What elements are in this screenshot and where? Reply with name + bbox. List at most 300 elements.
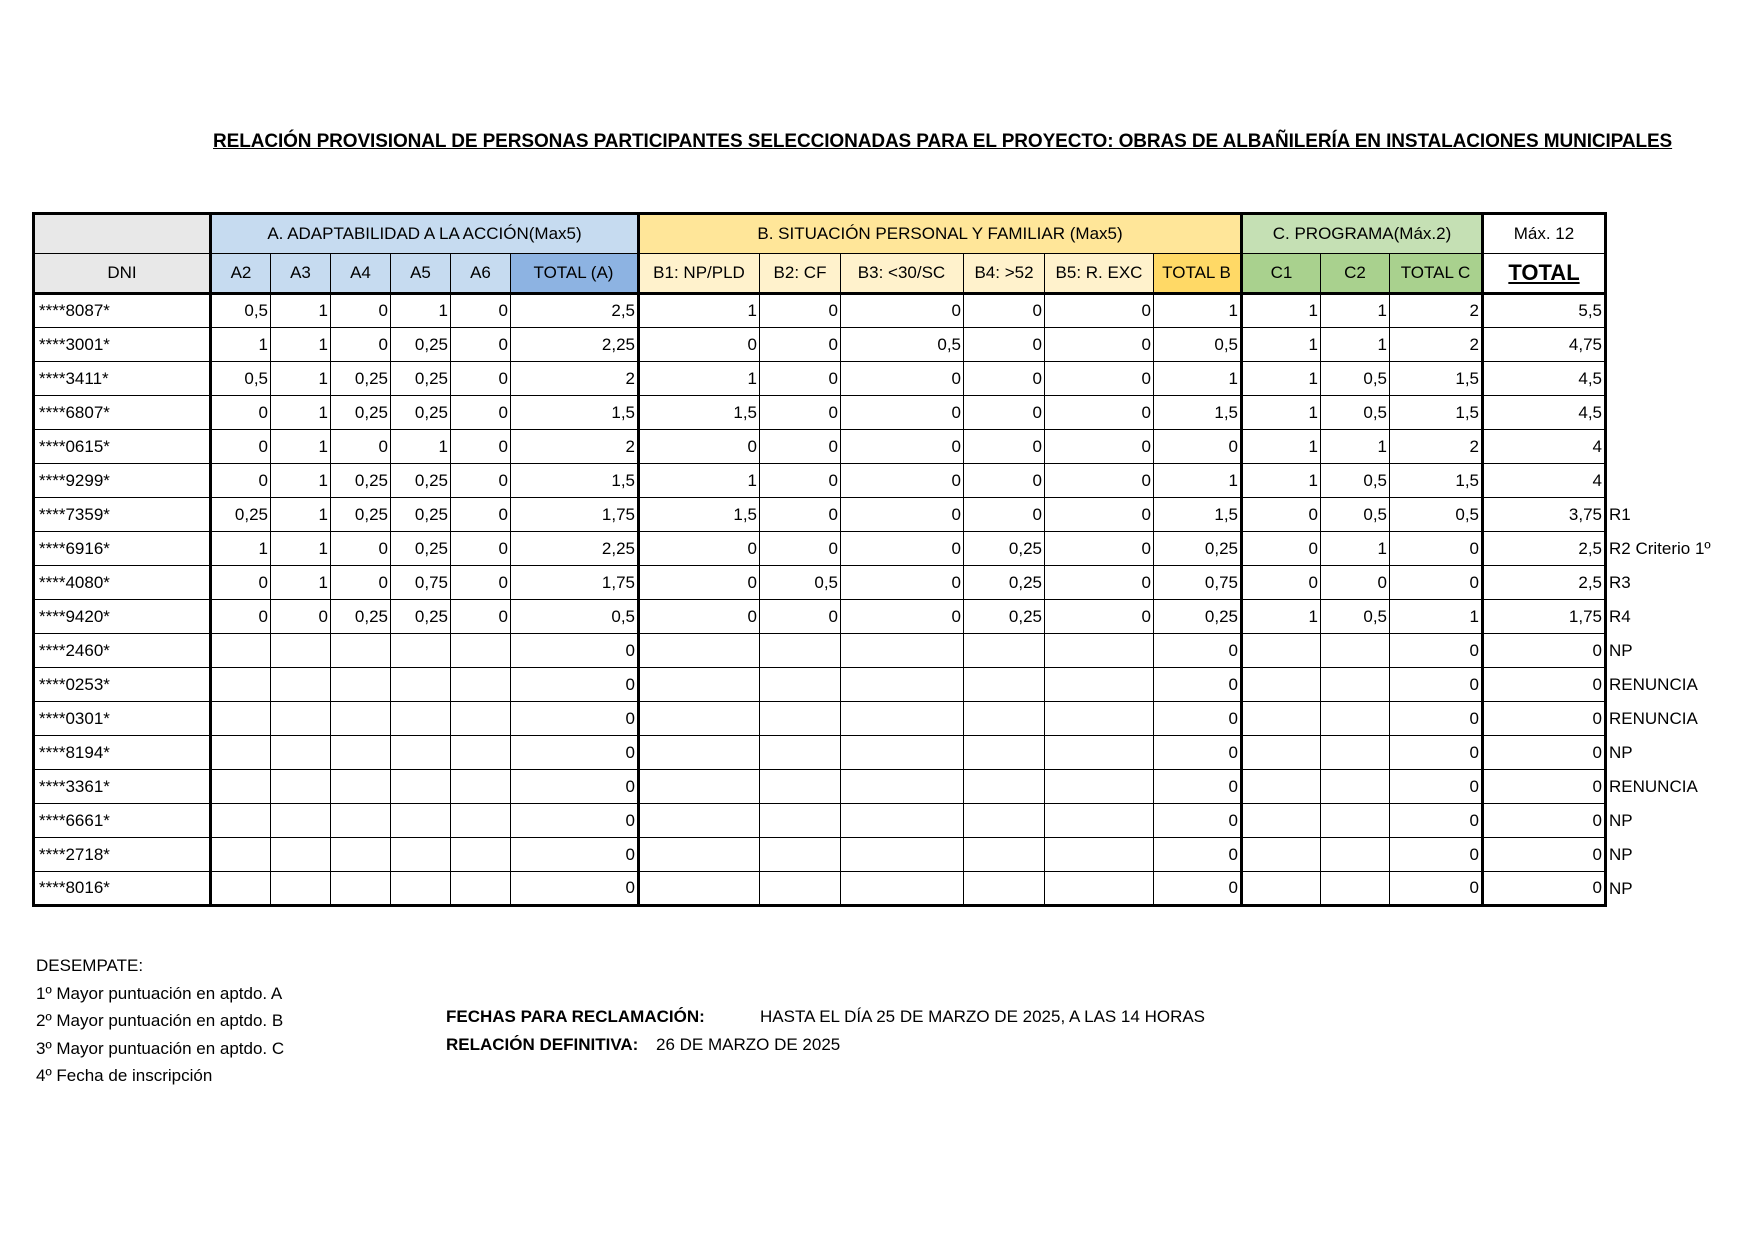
cell-b4: 0 [964,498,1045,532]
cell-dni: ****2460* [34,634,211,668]
cell-c1: 1 [1242,396,1321,430]
col-total: TOTAL [1483,254,1606,294]
cell-a2 [211,634,271,668]
tiebreak-item-4: 4º Fecha de inscripción [36,1066,213,1085]
cell-dni: ****9420* [34,600,211,634]
cell-a4: 0 [331,532,391,566]
cell-b4: 0 [964,294,1045,328]
cell-a2: 1 [211,532,271,566]
cell-dni: ****9299* [34,464,211,498]
cell-tb: 1 [1154,464,1242,498]
cell-total: 4,5 [1483,396,1606,430]
cell-dni: ****6916* [34,532,211,566]
cell-tc: 0,5 [1390,498,1483,532]
cell-tb: 0,25 [1154,600,1242,634]
cell-c2 [1321,668,1390,702]
column-header-row [34,254,1606,294]
cell-tc: 2 [1390,328,1483,362]
cell-a5: 0,25 [391,498,451,532]
cell-a6 [451,872,511,906]
cell-total: 0 [1483,736,1606,770]
table-row [34,600,1606,634]
cell-b3: 0,5 [841,328,964,362]
tiebreak-block [36,952,284,1090]
cell-dni: ****3361* [34,770,211,804]
cell-ta: 2,25 [511,532,639,566]
cell-b2: 0 [760,498,841,532]
cell-total: 0 [1483,838,1606,872]
cell-tb: 0 [1154,838,1242,872]
cell-a5 [391,668,451,702]
cell-a3 [271,702,331,736]
cell-total: 0 [1483,872,1606,906]
cell-a4: 0,25 [331,396,391,430]
cell-b2: 0,5 [760,566,841,600]
cell-b5 [1045,668,1154,702]
cell-a6 [451,634,511,668]
table-row [34,396,1606,430]
cell-b3: 0 [841,498,964,532]
final-list-label: RELACIÓN DEFINITIVA: [446,1035,639,1054]
cell-ta: 0 [511,668,639,702]
cell-c1 [1242,838,1321,872]
cell-b1 [639,634,760,668]
cell-tc: 2 [1390,294,1483,328]
cell-a4: 0,25 [331,464,391,498]
cell-a3: 1 [271,464,331,498]
cell-ta: 0 [511,634,639,668]
cell-tc: 1,5 [1390,464,1483,498]
cell-b5: 0 [1045,464,1154,498]
cell-b3 [841,736,964,770]
cell-b3: 0 [841,600,964,634]
cell-b4 [964,702,1045,736]
cell-tc: 0 [1390,634,1483,668]
cell-b3: 0 [841,566,964,600]
cell-ta: 1,75 [511,566,639,600]
table-row [34,838,1606,872]
cell-b3 [841,770,964,804]
cell-a5: 0,25 [391,532,451,566]
cell-a5: 0,25 [391,328,451,362]
claim-dates-value: HASTA EL DÍA 25 DE MARZO DE 2025, A LAS 14 HORAS [760,1007,1206,1026]
cell-b2: 0 [760,430,841,464]
cell-b3 [841,872,964,906]
row-note: NP [1609,844,1633,864]
max-header: Máx. 12 [1483,214,1606,254]
cell-c2 [1321,736,1390,770]
cell-ta: 0,5 [511,600,639,634]
col-total-c: TOTAL C [1390,254,1483,294]
col-c1: C1 [1242,254,1321,294]
table-row [34,634,1606,668]
cell-a3: 1 [271,498,331,532]
cell-c1: 1 [1242,430,1321,464]
table-row [34,464,1606,498]
cell-b1: 1,5 [639,396,760,430]
scores-table [32,212,1607,907]
cell-b3: 0 [841,464,964,498]
cell-a6 [451,804,511,838]
cell-b4: 0 [964,430,1045,464]
cell-ta: 1,5 [511,464,639,498]
cell-b2 [760,736,841,770]
cell-a6: 0 [451,294,511,328]
cell-a6: 0 [451,566,511,600]
cell-b4 [964,736,1045,770]
cell-a4 [331,634,391,668]
col-a3: A3 [271,254,331,294]
cell-dni: ****8087* [34,294,211,328]
cell-b1 [639,804,760,838]
cell-b5 [1045,634,1154,668]
cell-b3 [841,838,964,872]
cell-total: 0 [1483,804,1606,838]
cell-a6: 0 [451,430,511,464]
col-b5: B5: R. EXC [1045,254,1154,294]
cell-b5 [1045,804,1154,838]
cell-c2: 0,5 [1321,362,1390,396]
cell-b4: 0 [964,328,1045,362]
col-b2: B2: CF [760,254,841,294]
row-note: R2 Criterio 1º [1609,538,1711,558]
cell-b2: 0 [760,362,841,396]
cell-b1: 1 [639,464,760,498]
cell-b1: 0 [639,328,760,362]
cell-a5 [391,872,451,906]
cell-c1: 1 [1242,600,1321,634]
cell-c2: 0,5 [1321,498,1390,532]
cell-c1: 1 [1242,362,1321,396]
cell-a6: 0 [451,328,511,362]
cell-dni: ****2718* [34,838,211,872]
cell-dni: ****6807* [34,396,211,430]
cell-a5: 0,25 [391,464,451,498]
cell-a4: 0 [331,294,391,328]
final-list-value: 26 DE MARZO DE 2025 [656,1035,841,1054]
cell-tb: 1,5 [1154,498,1242,532]
cell-tc: 0 [1390,532,1483,566]
cell-b1 [639,668,760,702]
cell-b1: 1 [639,294,760,328]
cell-a6: 0 [451,498,511,532]
cell-a6: 0 [451,600,511,634]
cell-a2: 0 [211,430,271,464]
cell-b2: 0 [760,396,841,430]
cell-b5 [1045,872,1154,906]
cell-b4: 0,25 [964,566,1045,600]
cell-a4 [331,668,391,702]
cell-dni: ****4080* [34,566,211,600]
cell-ta: 2 [511,362,639,396]
cell-b5: 0 [1045,294,1154,328]
cell-b5: 0 [1045,566,1154,600]
cell-b4: 0 [964,396,1045,430]
cell-a4 [331,736,391,770]
cell-ta: 1,75 [511,498,639,532]
cell-a3: 1 [271,532,331,566]
claim-dates-label: FECHAS PARA RECLAMACIÓN: [446,1007,705,1026]
cell-ta: 0 [511,702,639,736]
cell-tb: 0 [1154,430,1242,464]
table-row [34,362,1606,396]
cell-a2 [211,702,271,736]
cell-a5 [391,736,451,770]
cell-a6 [451,702,511,736]
cell-b3 [841,702,964,736]
cell-a5: 0,25 [391,396,451,430]
cell-tc: 0 [1390,770,1483,804]
col-a6: A6 [451,254,511,294]
cell-c2: 1 [1321,294,1390,328]
cell-c2: 1 [1321,430,1390,464]
cell-b5: 0 [1045,600,1154,634]
group-a-header: A. ADAPTABILIDAD A LA ACCIÓN(Max5) [211,214,639,254]
cell-b2: 0 [760,600,841,634]
cell-c2: 0 [1321,566,1390,600]
table-row [34,872,1606,906]
cell-b1: 1 [639,362,760,396]
tiebreak-heading: DESEMPATE: [36,956,144,975]
cell-b5 [1045,770,1154,804]
cell-b4 [964,838,1045,872]
cell-a3 [271,838,331,872]
cell-dni: ****8194* [34,736,211,770]
cell-tb: 1 [1154,294,1242,328]
cell-a3: 1 [271,362,331,396]
cell-b4: 0,25 [964,532,1045,566]
cell-a4 [331,872,391,906]
cell-a4: 0 [331,328,391,362]
cell-tb: 1,5 [1154,396,1242,430]
cell-a5 [391,702,451,736]
cell-a6 [451,770,511,804]
cell-tb: 0,75 [1154,566,1242,600]
cell-b1: 0 [639,566,760,600]
cell-b1: 1,5 [639,498,760,532]
cell-b5: 0 [1045,396,1154,430]
cell-total: 2,5 [1483,566,1606,600]
cell-c1 [1242,702,1321,736]
cell-a4 [331,702,391,736]
cell-b3 [841,804,964,838]
cell-c1: 0 [1242,498,1321,532]
cell-tc: 2 [1390,430,1483,464]
row-note: NP [1609,640,1633,660]
cell-b1 [639,872,760,906]
cell-b3: 0 [841,532,964,566]
cell-c1: 0 [1242,532,1321,566]
cell-c1 [1242,736,1321,770]
cell-c1 [1242,804,1321,838]
cell-dni: ****8016* [34,872,211,906]
row-note: NP [1609,878,1633,898]
cell-c2 [1321,702,1390,736]
cell-b2 [760,872,841,906]
cell-tc: 0 [1390,702,1483,736]
row-note: RENUNCIA [1609,674,1698,694]
cell-ta: 0 [511,804,639,838]
col-total-a: TOTAL (A) [511,254,639,294]
cell-a3: 1 [271,430,331,464]
cell-b5: 0 [1045,430,1154,464]
cell-c2 [1321,838,1390,872]
cell-a3 [271,770,331,804]
cell-a2: 0,5 [211,294,271,328]
cell-b5: 0 [1045,532,1154,566]
cell-ta: 1,5 [511,396,639,430]
cell-b1 [639,736,760,770]
cell-b5: 0 [1045,362,1154,396]
table-row [34,770,1606,804]
cell-c2: 1 [1321,328,1390,362]
row-note: RENUNCIA [1609,776,1698,796]
col-total-b: TOTAL B [1154,254,1242,294]
cell-b4 [964,770,1045,804]
cell-total: 0 [1483,702,1606,736]
cell-a4 [331,838,391,872]
cell-tb: 0 [1154,804,1242,838]
table-row [34,736,1606,770]
cell-total: 0 [1483,634,1606,668]
cell-tc: 0 [1390,668,1483,702]
cell-ta: 2,25 [511,328,639,362]
cell-a2: 0 [211,464,271,498]
cell-a5 [391,804,451,838]
cell-tb: 0 [1154,634,1242,668]
cell-dni: ****0615* [34,430,211,464]
cell-ta: 0 [511,872,639,906]
cell-a2: 1 [211,328,271,362]
group-c-header: C. PROGRAMA(Máx.2) [1242,214,1483,254]
cell-b5: 0 [1045,498,1154,532]
cell-tb: 0 [1154,702,1242,736]
cell-b2 [760,838,841,872]
cell-dni: ****6661* [34,804,211,838]
cell-dni: ****3411* [34,362,211,396]
cell-c1 [1242,770,1321,804]
tiebreak-item-2: 2º Mayor puntuación en aptdo. B [36,1011,284,1030]
cell-a4: 0 [331,566,391,600]
cell-tb: 0 [1154,770,1242,804]
cell-a4 [331,770,391,804]
cell-b3 [841,668,964,702]
cell-a6 [451,736,511,770]
cell-tc: 0 [1390,736,1483,770]
cell-b5 [1045,702,1154,736]
cell-a3 [271,872,331,906]
cell-c1: 1 [1242,464,1321,498]
cell-a6: 0 [451,464,511,498]
group-b-header: B. SITUACIÓN PERSONAL Y FAMILIAR (Max5) [639,214,1242,254]
cell-a4: 0,25 [331,600,391,634]
cell-tc: 1,5 [1390,362,1483,396]
col-b4: B4: >52 [964,254,1045,294]
cell-a3: 1 [271,396,331,430]
cell-b2 [760,702,841,736]
col-dni: DNI [34,254,211,294]
cell-ta: 0 [511,770,639,804]
cell-a6 [451,838,511,872]
cell-b3: 0 [841,430,964,464]
cell-b1: 0 [639,430,760,464]
cell-b3: 0 [841,396,964,430]
cell-tb: 0 [1154,872,1242,906]
cell-a4: 0 [331,430,391,464]
cell-a3 [271,736,331,770]
cell-a3 [271,634,331,668]
document-title: RELACIÓN PROVISIONAL DE PERSONAS PARTICIPANTES SELECCIONADAS PARA EL PROYECTO: OBRAS DE ALBAÑILERÍA EN INSTALACIONES MUNICIPALES [213,131,1673,152]
cell-a3: 1 [271,566,331,600]
cell-a2 [211,838,271,872]
cell-dni: ****0253* [34,668,211,702]
cell-b4: 0 [964,464,1045,498]
cell-a5: 0,75 [391,566,451,600]
cell-b4 [964,804,1045,838]
table-row [34,430,1606,464]
cell-b4: 0 [964,362,1045,396]
cell-total: 1,75 [1483,600,1606,634]
cell-c1 [1242,872,1321,906]
col-b3: B3: <30/SC [841,254,964,294]
cell-b2 [760,634,841,668]
cell-total: 4 [1483,464,1606,498]
cell-b3 [841,634,964,668]
cell-c1 [1242,668,1321,702]
cell-a5: 0,25 [391,600,451,634]
cell-b2 [760,770,841,804]
group-header-row [34,214,1606,254]
cell-total: 5,5 [1483,294,1606,328]
cell-ta: 0 [511,736,639,770]
cell-c2 [1321,872,1390,906]
col-c2: C2 [1321,254,1390,294]
cell-a5 [391,634,451,668]
tiebreak-item-3: 3º Mayor puntuación en aptdo. C [36,1038,285,1058]
cell-a6 [451,668,511,702]
col-a4: A4 [331,254,391,294]
cell-b2: 0 [760,328,841,362]
table-row [34,294,1606,328]
cell-b5 [1045,736,1154,770]
cell-tb: 0,25 [1154,532,1242,566]
cell-a2 [211,872,271,906]
cell-dni: ****3001* [34,328,211,362]
cell-tc: 0 [1390,872,1483,906]
cell-a2: 0 [211,566,271,600]
cell-tc: 1 [1390,600,1483,634]
cell-c1 [1242,634,1321,668]
table-row [34,498,1606,532]
cell-a2: 0,5 [211,362,271,396]
cell-c2: 0,5 [1321,464,1390,498]
cell-a3: 1 [271,328,331,362]
cell-b1: 0 [639,532,760,566]
cell-c2: 1 [1321,532,1390,566]
cell-a5 [391,770,451,804]
row-note: RENUNCIA [1609,708,1698,728]
cell-c2 [1321,804,1390,838]
row-note: R4 [1609,606,1631,626]
cell-dni: ****0301* [34,702,211,736]
cell-c2: 0,5 [1321,600,1390,634]
cell-ta: 2,5 [511,294,639,328]
table-row [34,532,1606,566]
cell-b1 [639,838,760,872]
cell-c2 [1321,770,1390,804]
cell-a3 [271,804,331,838]
cell-a2 [211,736,271,770]
